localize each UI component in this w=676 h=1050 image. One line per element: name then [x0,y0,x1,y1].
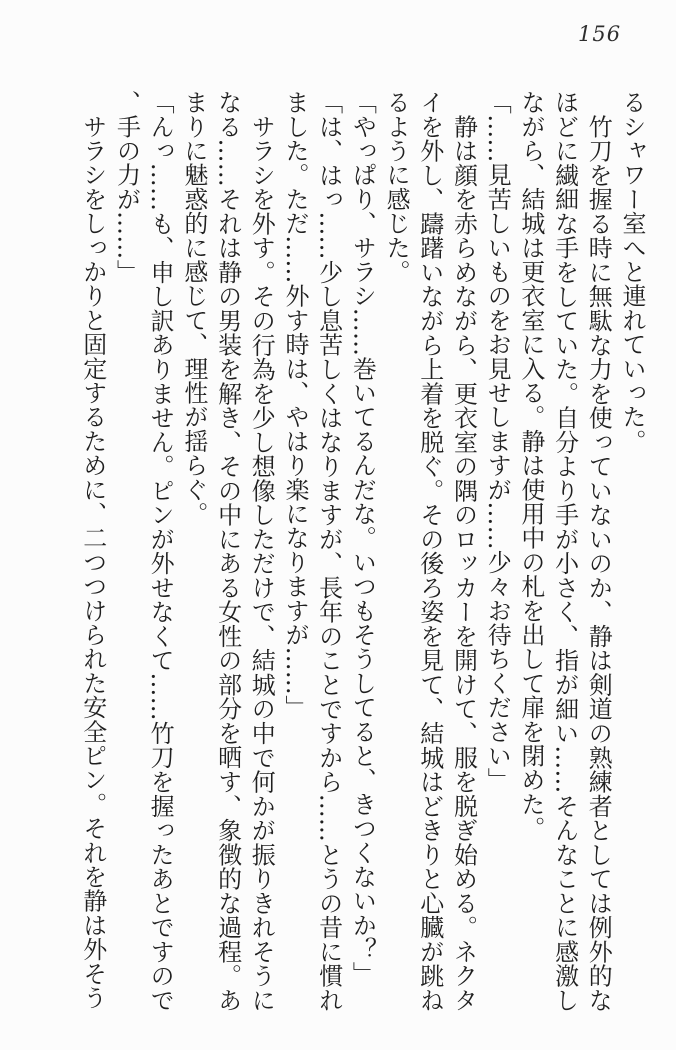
page-text [75,90,648,1012]
paragraph: 「んっ……も、申し訳ありません。ピンが外せなくて……竹刀を握ったあとですので、手の力が……」 [112,90,175,1012]
paragraph: 静は顔を赤らめながら、更衣室の隅のロッカーを開けて、服を脱ぎ始める。ネクタイを外し、躊躇いながら上着を脱ぐ。その後ろ姿を見て、結城はどきりと心臓が跳ねるように感じた。 [382,90,478,1012]
paragraph: 竹刀を握る時に無駄な力を使っていないのか、静は剣道の熟練者としては例外的なほどに繊細な手をしていた。自分より手が小さく、指が細い……そんなことに感激しながら、結城は更衣室に入る。静は使用中の札を出して扉を閉めた。 [516,90,613,1012]
paragraph: 「やっぱり、サラシ……巻いてるんだな。いつもそうしてると、きつくないか？」 [348,90,377,986]
page-number: 156 [578,22,622,46]
paragraph: 「……見苦しいものをお見せしますが……少々お待ちください」 [483,90,512,792]
paragraph: サラシをしっかりと固定するために、二つつけられた安全ピン。それを静は外そう [78,90,107,1010]
paragraph: 「は、はっ……少し息苦しくはなりますが、長年のことですから……とうの昔に慣れました。ただ……外す時は、やはり楽になりますが……」 [280,90,343,1012]
paragraph: サラシを外す。その行為を少し想像しただけで、結城の中で何かが振りきれそうになる……それは静の男装を解き、その中にある女性の部分を晒す、象徴的な過程。あまりに魅惑的に感じて、理性が揺らぐ。 [179,90,276,1012]
paragraph: るシャワー室へと連れていった。 [618,90,646,453]
